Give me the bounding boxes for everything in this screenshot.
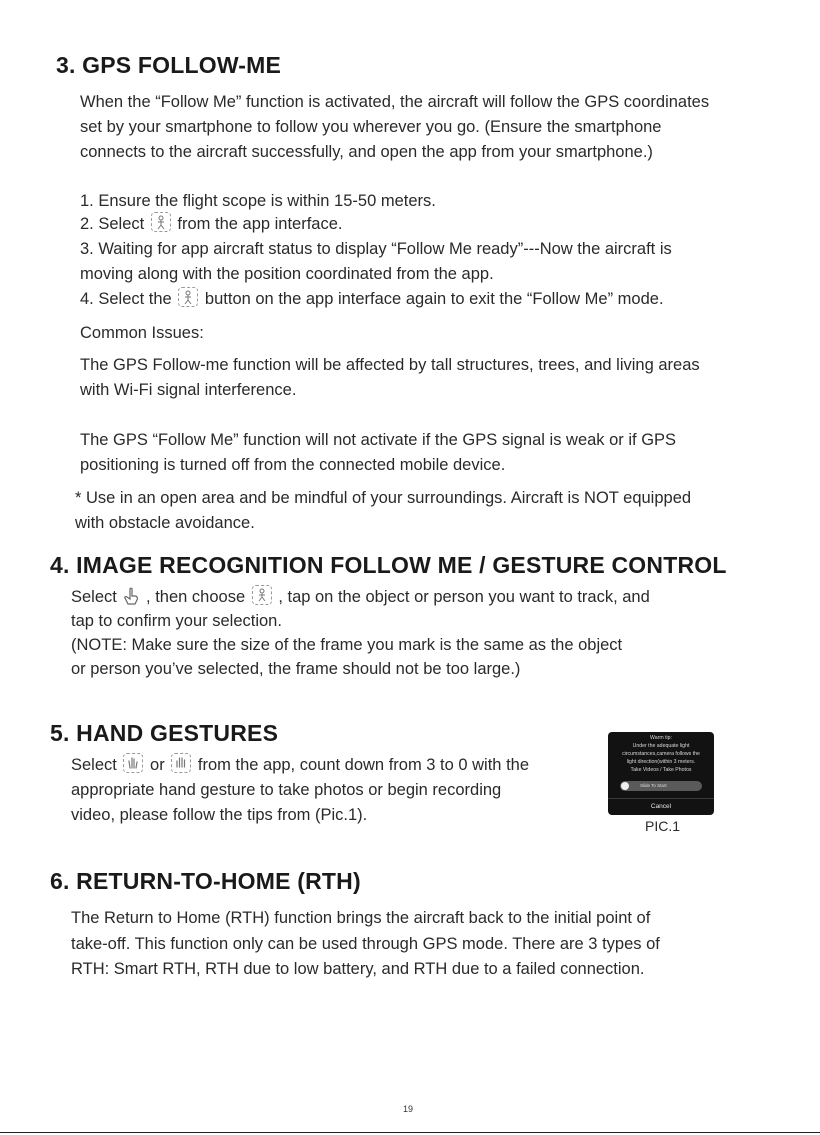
page-number: 19 bbox=[403, 1104, 414, 1114]
gesture-hand-icon bbox=[123, 753, 143, 773]
safety-note-2: with obstacle avoidance. bbox=[75, 514, 255, 532]
issue-2-line-1: The GPS “Follow Me” function will not activate if the GPS signal is weak or if GPS bbox=[80, 431, 677, 449]
issue-2-line-2: positioning is turned off from the connected mobile device. bbox=[80, 456, 506, 474]
s6-line-3: RTH: Smart RTH, RTH due to low battery, and RTH due to a failed connection. bbox=[71, 960, 645, 978]
person-frame-icon bbox=[252, 585, 272, 605]
s5-line-2: appropriate hand gesture to take photos or begin recording bbox=[71, 781, 502, 799]
s6-line-1: The Return to Home (RTH) function brings the aircraft back to the initial point of bbox=[71, 909, 651, 927]
pic-line-2: circumstances,camera follows the bbox=[622, 751, 700, 757]
s3-intro-1: When the “Follow Me” function is activated, the aircraft will follow the GPS coordinates bbox=[80, 93, 710, 111]
issue-1-line-2: with Wi-Fi signal interference. bbox=[80, 381, 297, 399]
common-issues-title: Common Issues: bbox=[80, 324, 204, 342]
s5-line-1-a: Select bbox=[71, 756, 117, 774]
s3-intro-2: set by your smartphone to follow you wherever you go. (Ensure the smartphone bbox=[80, 118, 662, 136]
s4-line-1-b: , then choose bbox=[146, 588, 246, 606]
pic-divider bbox=[608, 798, 714, 799]
s6-line-2: take-off. This function only can be used through GPS mode. There are 3 types of bbox=[71, 935, 660, 953]
section-3-title: 3. GPS FOLLOW-ME bbox=[56, 52, 282, 78]
s3-intro-3: connects to the aircraft successfully, and open the app from your smartphone.) bbox=[80, 143, 653, 161]
s4-line-1-c: , tap on the object or person you want to track, and bbox=[278, 588, 650, 606]
s3-step-2-post: from the app interface. bbox=[177, 215, 343, 233]
s3-step-2-pre: 2. Select bbox=[80, 215, 145, 233]
s3-step-3a: 3. Waiting for app aircraft status to display “Follow Me ready”---Now the aircraft is bbox=[80, 240, 672, 258]
s3-step-2 bbox=[80, 212, 343, 237]
gesture-palm-icon bbox=[171, 753, 191, 773]
pic-slide-to-start[interactable] bbox=[620, 781, 702, 791]
s4-line-2: tap to confirm your selection. bbox=[71, 612, 282, 630]
issue-1-line-1: The GPS Follow-me function will be affected by tall structures, trees, and living areas bbox=[80, 356, 700, 374]
slider-knob[interactable] bbox=[621, 782, 629, 790]
s4-line-4: or person you’ve selected, the frame should not be too large.) bbox=[71, 660, 521, 678]
s5-line-1-b: or bbox=[150, 756, 165, 774]
pic-caption: PIC.1 bbox=[645, 818, 681, 834]
section-6-title: 6. RETURN-TO-HOME (RTH) bbox=[50, 868, 361, 894]
pic-line-4: Take Videos / Take Photos bbox=[630, 767, 692, 773]
s4-line-1-a: Select bbox=[71, 588, 117, 606]
slide-label: Slide To Start bbox=[640, 783, 667, 788]
s5-line-1-c: from the app, count down from 3 to 0 with the bbox=[197, 756, 530, 774]
footer-rule bbox=[0, 1132, 820, 1133]
gps-follow-icon bbox=[151, 212, 171, 232]
section-4-title: 4. IMAGE RECOGNITION FOLLOW ME / GESTURE CONTROL bbox=[50, 552, 727, 578]
s3-step-3b: moving along with the position coordinated from the app. bbox=[80, 265, 494, 283]
s3-step-4-post: button on the app interface again to exit the “Follow Me” mode. bbox=[204, 290, 664, 308]
section-5-title: 5. HAND GESTURES bbox=[50, 720, 279, 746]
pic-line-3: light direction(within 3 meters. bbox=[626, 759, 696, 765]
s4-line-3: (NOTE: Make sure the size of the frame you mark is the same as the object bbox=[71, 636, 623, 654]
safety-note-1: * Use in an open area and be mindful of your surroundings. Aircraft is NOT equipped bbox=[75, 489, 692, 507]
gps-follow-icon bbox=[178, 287, 198, 307]
s3-step-1: 1. Ensure the flight scope is within 15-50 meters. bbox=[80, 192, 436, 210]
pic-warm-tip: Warm tip: bbox=[650, 735, 672, 741]
s3-step-4 bbox=[80, 287, 664, 312]
pic-cancel-button[interactable]: Cancel bbox=[650, 803, 672, 810]
s5-line-3: video, please follow the tips from (Pic.1). bbox=[71, 806, 368, 824]
pic-1-screenshot bbox=[608, 732, 714, 815]
s3-step-4-pre: 4. Select the bbox=[80, 290, 172, 308]
pic-line-1: Under the adequate light bbox=[632, 743, 690, 749]
s5-line-1 bbox=[71, 753, 529, 778]
